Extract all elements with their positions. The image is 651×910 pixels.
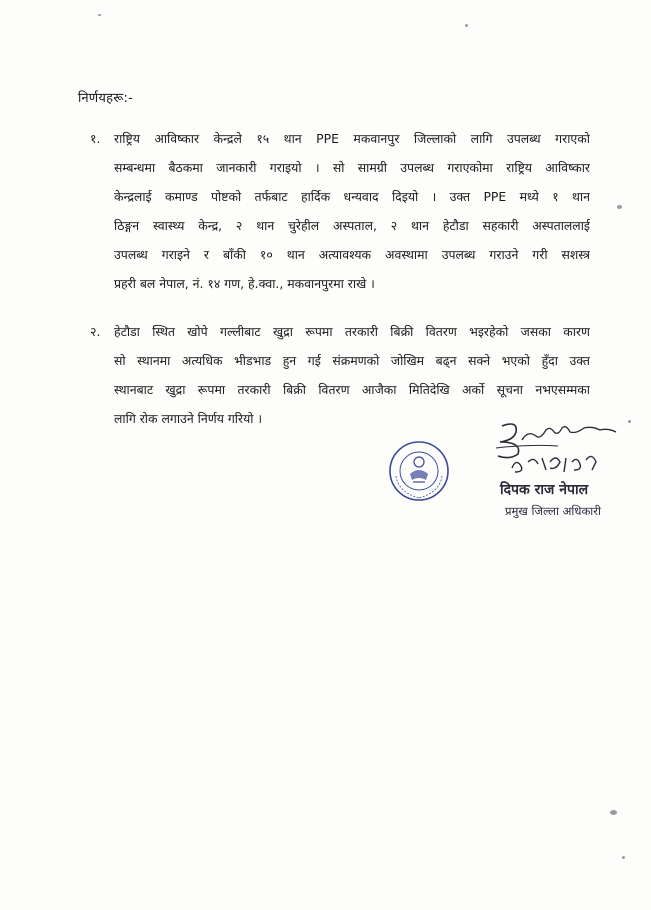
item-line: स्थानबाट खुद्रा रूपमा तरकारी बिक्री वितरण आजैका मितिदेखि अर्को सूचना नभएसम्मका	[114, 382, 590, 397]
item-line: केन्द्रलाई कमाण्ड पोष्टको तर्फबाट हार्दिक धन्यवाद दिइयो । उक्त PPE मध्ये १ थान	[114, 189, 590, 204]
item-line: उपलब्ध गराइने र बाँकी १० थान अत्यावश्यक अवस्थामा उपलब्ध गराउने गरी सशस्त्र	[114, 247, 590, 262]
item-number: १.	[90, 131, 101, 146]
signatory-title: प्रमुख जिल्ला अधिकारी	[505, 504, 601, 518]
item-body	[114, 317, 590, 433]
item-body	[114, 124, 590, 298]
item-line: राष्ट्रिय आविष्कार केन्द्रले १५ थान PPE मकवानपुर जिल्लाको लागि उपलब्ध गराएको	[114, 131, 590, 146]
scan-speck	[98, 14, 101, 16]
item-line: सम्बन्धमा बैठकमा जानकारी गराइयो । सो सामग्री उपलब्ध गराएकोमा राष्ट्रिय आविष्कार	[114, 160, 590, 175]
scan-speck	[617, 205, 622, 209]
decision-item-2	[90, 317, 590, 433]
scan-speck	[628, 420, 631, 423]
item-number: २.	[90, 324, 101, 339]
item-line: सो स्थानमा अत्यधिक भीडभाड हुन गई संक्रमणको जोखिम बढ्न सक्ने भएको हुँदा उक्त	[114, 353, 590, 368]
official-seal-stamp	[388, 440, 450, 502]
decisions-heading: निर्णयहरू:-	[78, 91, 133, 106]
scan-speck	[610, 810, 617, 815]
scan-speck	[465, 24, 468, 27]
handwritten-signature	[488, 418, 628, 480]
scan-speck	[622, 856, 625, 859]
item-line: ठिङ्गन स्वास्थ्य केन्द्र, २ थान चुरेहील अस्पताल, २ थान हेटौडा सहकारी अस्पताललाई	[114, 218, 590, 233]
item-line: हेटौडा स्थित खोपे गल्लीबाट खुद्रा रूपमा तरकारी बिक्री वितरण भइरहेको जसका कारण	[114, 324, 590, 339]
decision-item-1	[90, 124, 590, 298]
signatory-name: दिपक राज नेपाल	[500, 482, 589, 498]
item-line: लागि रोक लगाउने निर्णय गरियो ।	[114, 411, 263, 426]
item-line: प्रहरी बल नेपाल, नं. १४ गण, हे.क्वा., मकवानपुरमा राखे ।	[114, 276, 375, 291]
